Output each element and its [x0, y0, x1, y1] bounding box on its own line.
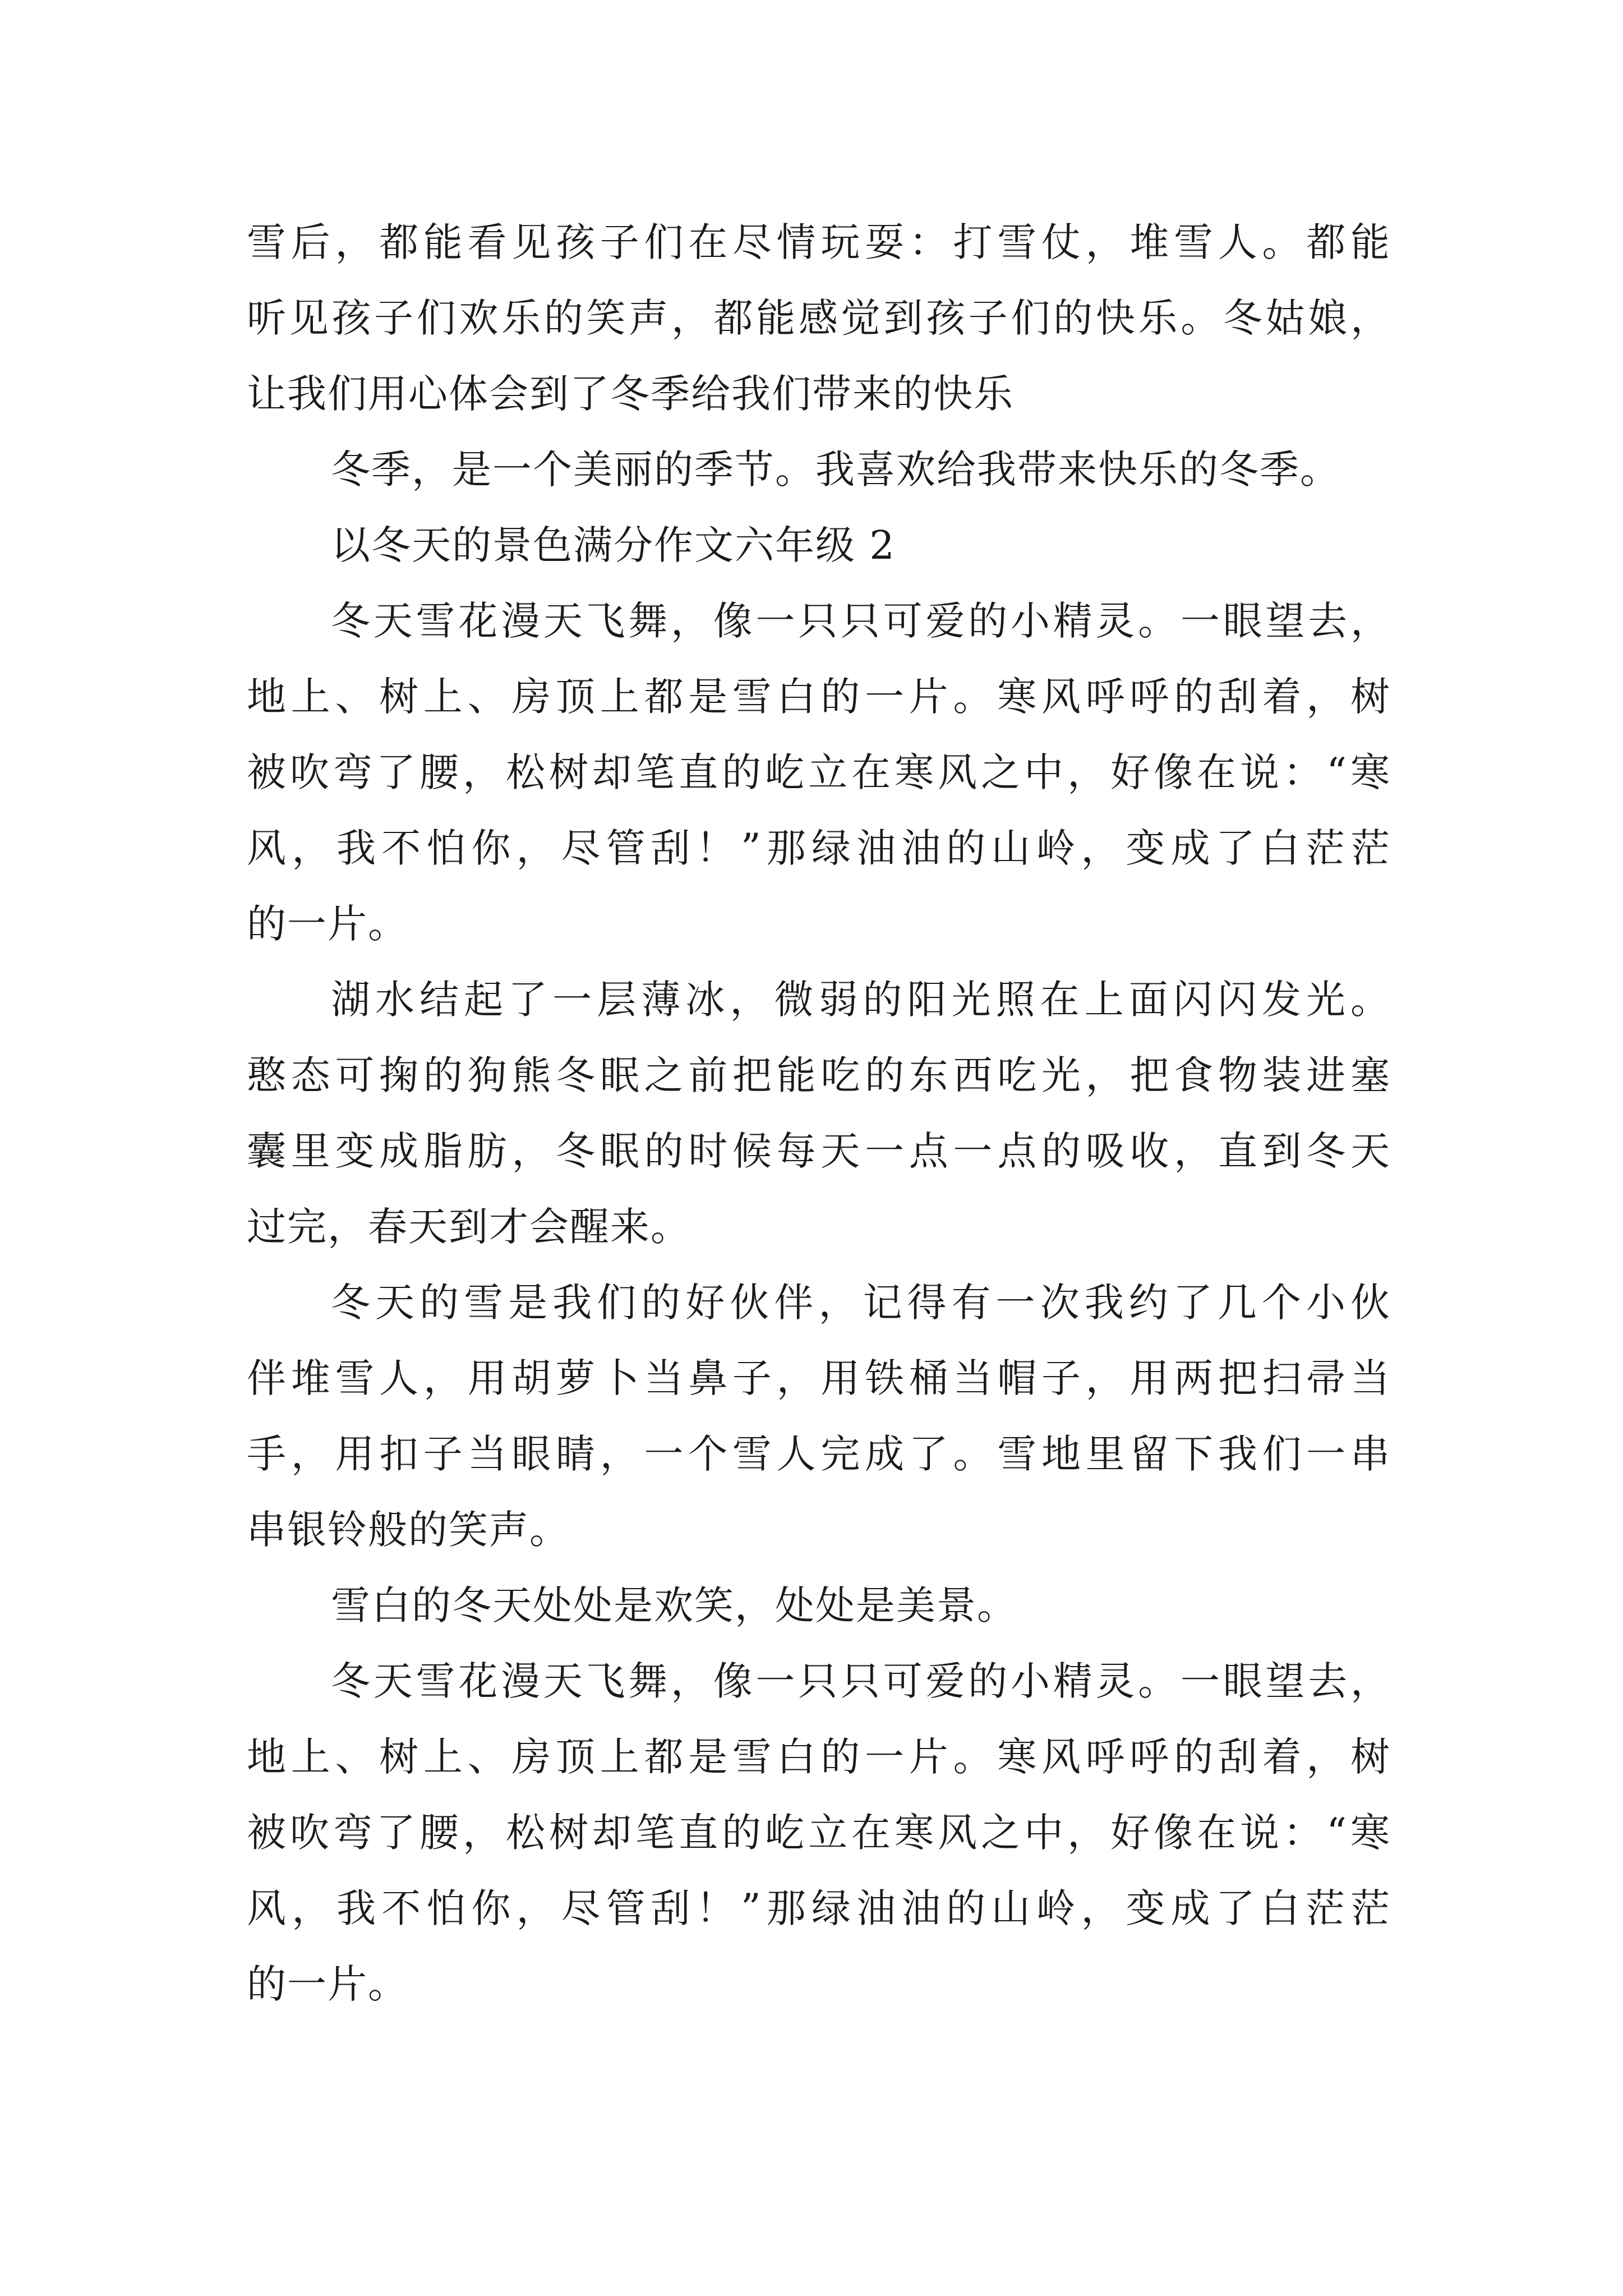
text-line: 过完，春天到才会醒来。 — [247, 1204, 691, 1250]
text-line: 让我们用心体会到了冬季给我们带来的快乐 — [247, 371, 1014, 417]
text-line: 串银铃般的笑声。 — [247, 1507, 570, 1553]
text-line: 的一片。 — [247, 901, 408, 947]
text-line: 湖水结起了一层薄冰，微弱的阳光照在上面闪闪发光。 — [331, 977, 1391, 1023]
text-line: 憨态可掬的狗熊冬眠之前把能吃的东西吃光，把食物装进塞 — [247, 1052, 1391, 1098]
text-line: 雪白的冬天处处是欢笑，处处是美景。 — [331, 1582, 1017, 1628]
text-line: 手，用扣子当眼睛，一个雪人完成了。雪地里留下我们一串 — [247, 1431, 1391, 1477]
text-line: 的一片。 — [247, 1961, 408, 2007]
text-line: 雪后，都能看见孩子们在尽情玩耍：打雪仗，堆雪人。都能 — [247, 219, 1391, 265]
text-line: 听见孩子们欢乐的笑声，都能感觉到孩子们的快乐。冬姑娘， — [247, 295, 1391, 341]
text-line: 冬天的雪是我们的好伙伴，记得有一次我约了几个小伙 — [331, 1280, 1391, 1326]
text-line: 冬天雪花漫天飞舞，像一只只可爱的小精灵。一眼望去， — [331, 1658, 1391, 1704]
text-line: 冬季，是一个美丽的季节。我喜欢给我带来快乐的冬季。 — [331, 447, 1340, 493]
text-line: 伴堆雪人，用胡萝卜当鼻子，用铁桶当帽子，用两把扫帚当 — [247, 1355, 1391, 1401]
text-line: 冬天雪花漫天飞舞，像一只只可爱的小精灵。一眼望去， — [331, 598, 1391, 644]
text-line: 被吹弯了腰，松树却笔直的屹立在寒风之中，好像在说：“寒 — [247, 1810, 1391, 1856]
text-line: 风，我不怕你，尽管刮！”那绿油油的山岭，变成了白茫茫 — [247, 825, 1391, 871]
text-line: 地上、树上、房顶上都是雪白的一片。寒风呼呼的刮着，树 — [247, 674, 1391, 720]
body-text — [247, 205, 1391, 2022]
section-heading: 以冬天的景色满分作文六年级 2 — [331, 522, 896, 568]
text-line: 被吹弯了腰，松树却笔直的屹立在寒风之中，好像在说：“寒 — [247, 749, 1391, 795]
text-line: 风，我不怕你，尽管刮！”那绿油油的山岭，变成了白茫茫 — [247, 1885, 1391, 1931]
text-line: 地上、树上、房顶上都是雪白的一片。寒风呼呼的刮着，树 — [247, 1734, 1391, 1780]
text-line: 囊里变成脂肪，冬眠的时候每天一点一点的吸收，直到冬天 — [247, 1128, 1391, 1174]
